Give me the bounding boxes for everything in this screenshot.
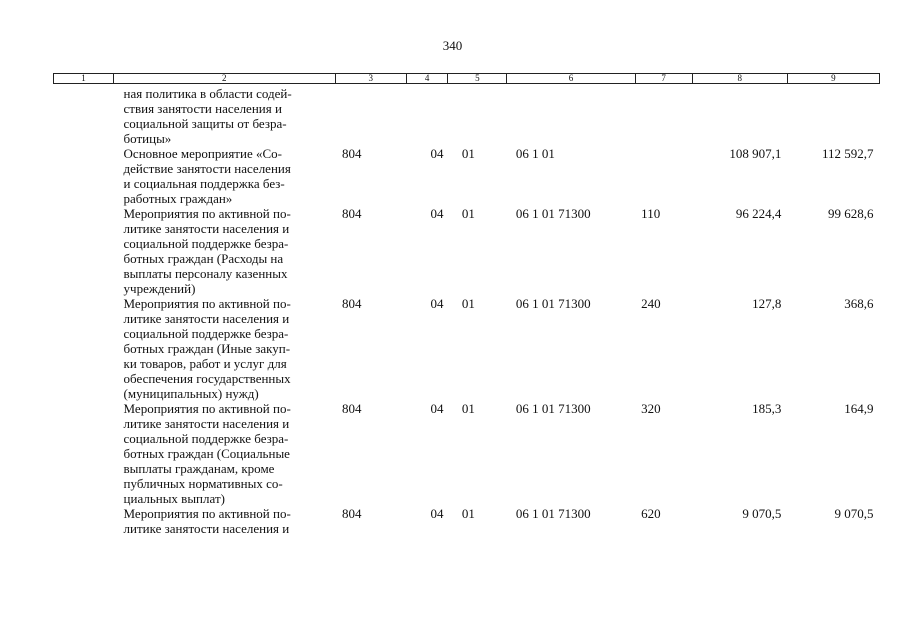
cell-amount-9 [787,84,879,147]
cell-col-1 [54,84,114,147]
cell-ministry-code: 804 [342,506,362,521]
cell-amount-8: 108 907,1 [729,146,782,161]
table-row [54,506,880,536]
header-col-9: 9 [787,74,879,84]
cell-target-article: 06 1 01 [515,146,555,161]
cell-col-1 [54,401,114,506]
cell-section [406,84,447,147]
cell-section: 04 [430,206,444,221]
cell-expense-type [635,84,692,147]
table-body [54,84,880,537]
header-row [54,74,880,84]
cell-section: 04 [430,296,444,311]
cell-name: Мероприятия по активной по- литике занятости населения и социальной поддержке безра- ботных граждан (Иные закуп- ки товаров, работ и услуг для обеспечения государственных (муниципальных) нужд) [123,296,291,401]
table-row [54,84,880,147]
header-col-7: 7 [635,74,692,84]
cell-ministry-code: 804 [342,206,362,221]
cell-subsection: 01 [461,296,475,311]
cell-amount-9: 368,6 [844,296,874,311]
cell-name: Мероприятия по активной по- литике занятости населения и социальной поддержке безра- ботных граждан (Социальные выплаты гражданам, кроме публичных нормативных со- циальных выплат) [123,401,291,506]
cell-name: ная политика в области содей- ствия занятости населения и социальной защиты от безра- ботицы» [123,86,292,146]
header-col-3: 3 [335,74,406,84]
cell-amount-8: 185,3 [752,401,782,416]
cell-amount-9: 112 592,7 [821,146,874,161]
cell-target-article [507,84,635,147]
cell-subsection: 01 [461,206,475,221]
cell-ministry-code [335,84,406,147]
cell-name: Мероприятия по активной по- литике занятости населения и [123,506,291,536]
cell-col-1 [54,206,114,296]
table-row [54,296,880,401]
cell-subsection [448,84,507,147]
cell-amount-9: 99 628,6 [828,206,874,221]
cell-expense-type: 110 [641,206,661,221]
cell-col-1 [54,296,114,401]
header-col-6: 6 [507,74,635,84]
header-col-5: 5 [448,74,507,84]
cell-name: Мероприятия по активной по- литике занятости населения и социальной поддержке безра- ботных граждан (Расходы на выплаты персоналу казенных учреждений) [123,206,291,296]
cell-amount-8 [692,84,787,147]
cell-subsection: 01 [461,146,475,161]
cell-expense-type: 320 [641,401,661,416]
cell-name: Основное мероприятие «Со- действие занятости населения и социальная поддержка без- работных граждан» [123,146,291,206]
cell-target-article: 06 1 01 71300 [515,506,591,521]
cell-subsection: 01 [461,401,475,416]
cell-section: 04 [430,506,444,521]
header-col-4: 4 [406,74,447,84]
header-col-1: 1 [54,74,114,84]
cell-amount-9: 164,9 [844,401,874,416]
cell-col-1 [54,146,114,206]
cell-ministry-code: 804 [342,401,362,416]
cell-target-article: 06 1 01 71300 [515,296,591,311]
cell-section: 04 [430,146,444,161]
cell-ministry-code: 804 [342,296,362,311]
cell-expense-type: 240 [641,296,661,311]
table-header [54,74,880,84]
cell-subsection: 01 [461,506,475,521]
header-col-8: 8 [692,74,787,84]
table-row [54,146,880,206]
cell-col-1 [54,506,114,536]
cell-amount-8: 9 070,5 [742,506,782,521]
cell-target-article: 06 1 01 71300 [515,206,591,221]
cell-amount-8: 96 224,4 [735,206,782,221]
page-number: 340 [442,38,463,53]
header-col-2: 2 [114,74,336,84]
cell-ministry-code: 804 [342,146,362,161]
cell-expense-type [635,146,692,206]
cell-section: 04 [430,401,444,416]
table-row [54,206,880,296]
cell-expense-type: 620 [641,506,661,521]
table-row [54,401,880,506]
cell-target-article: 06 1 01 71300 [515,401,591,416]
cell-amount-9: 9 070,5 [834,506,874,521]
budget-table [53,73,880,536]
cell-amount-8: 127,8 [752,296,782,311]
